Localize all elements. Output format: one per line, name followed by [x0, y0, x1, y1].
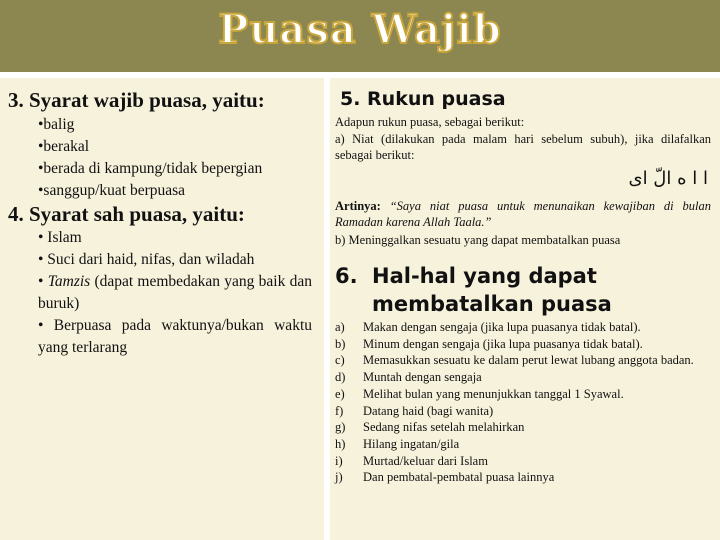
list-item — [335, 436, 711, 453]
section-4-heading: 4. Syarat sah puasa, yaitu: — [8, 202, 245, 226]
artinya-label: Artinya: — [335, 199, 390, 213]
rukun-a: a) Niat (dilakukan pada malam hari sebelum subuh), jika dilafalkan sebagai berikut: — [335, 132, 711, 162]
item-text: Dan pembatal-pembatal puasa lainnya — [363, 470, 555, 485]
item-text: Minum dengan sengaja (jika lupa puasanya tidak batal). — [363, 336, 643, 351]
item-key: d) — [335, 370, 346, 385]
title-bar — [0, 0, 720, 72]
section-3-heading: 3. Syarat wajib puasa, yaitu: — [8, 88, 265, 112]
section-6-list — [335, 319, 711, 486]
artinya — [335, 198, 711, 230]
tamzis-term: Tamzis — [47, 273, 91, 290]
item-text: Melihat bulan yang menunjukkan tanggal 1 Syawal. — [363, 386, 624, 401]
section-3-list — [38, 114, 262, 202]
section-5-heading: 5. Rukun puasa — [340, 88, 506, 110]
page-title: Puasa Wajib — [218, 6, 502, 53]
item-text: Datang haid (bagi wanita) — [363, 403, 494, 418]
rukun-b: b) Meninggalkan sesuatu yang dapat membatalkan puasa — [335, 233, 621, 247]
list-item — [335, 352, 711, 369]
item-key: b) — [335, 336, 346, 351]
item-text: Muntah dengan sengaja — [363, 370, 482, 385]
tamzis-desc: (dapat membedakan yang baik dan buruk) — [38, 273, 312, 312]
list-item — [335, 336, 711, 353]
artinya-text: “Saya niat puasa untuk menunaikan kewajiban di bulan Ramadan karena Allah Taala.” — [335, 199, 711, 229]
section-6-heading: Hal-hal yang dapat membatalkan puasa — [372, 264, 612, 316]
bullet: • — [38, 273, 48, 290]
list-item: •sanggup/kuat berpuasa — [38, 182, 186, 199]
niat-arabic: ا ا ه الّ ای — [628, 168, 708, 189]
item-key: f) — [335, 403, 344, 418]
item-key: g) — [335, 420, 346, 435]
list-item — [335, 403, 711, 420]
item-text: Sedang nifas setelah melahirkan — [363, 420, 525, 435]
list-item — [335, 419, 711, 436]
list-item-tamzis — [38, 271, 312, 315]
section-6-number: 6. — [335, 264, 358, 288]
item-text: Murtad/keluar dari Islam — [363, 453, 488, 468]
item-key: i) — [335, 453, 343, 468]
item-key: h) — [335, 436, 346, 451]
item-text: Memasukkan sesuatu ke dalam perut lewat lubang anggota badan. — [363, 353, 694, 368]
list-item — [335, 453, 711, 470]
list-item — [335, 369, 711, 386]
list-item — [335, 469, 711, 486]
item-key: e) — [335, 386, 345, 401]
item-key: j) — [335, 470, 343, 485]
list-item: • Suci dari haid, nifas, dan wiladah — [38, 251, 255, 268]
list-item — [335, 386, 711, 403]
list-item: •balig — [38, 116, 75, 133]
item-key: c) — [335, 353, 345, 368]
list-item: •berada di kampung/tidak bepergian — [38, 160, 263, 177]
list-item — [335, 319, 711, 336]
item-key: a) — [335, 320, 345, 334]
rukun-intro: Adapun rukun puasa, sebagai berikut: — [335, 115, 525, 129]
list-item: • Islam — [38, 229, 82, 246]
section-4-list — [38, 227, 254, 271]
list-item: •berakal — [38, 138, 90, 155]
item-text: Makan dengan sengaja (jika lupa puasanya tidak batal). — [363, 320, 641, 334]
item-text: Hilang ingatan/gila — [363, 436, 460, 451]
list-item-waktu: • Berpuasa pada waktunya/bukan waktu yang terlarang — [38, 317, 312, 356]
